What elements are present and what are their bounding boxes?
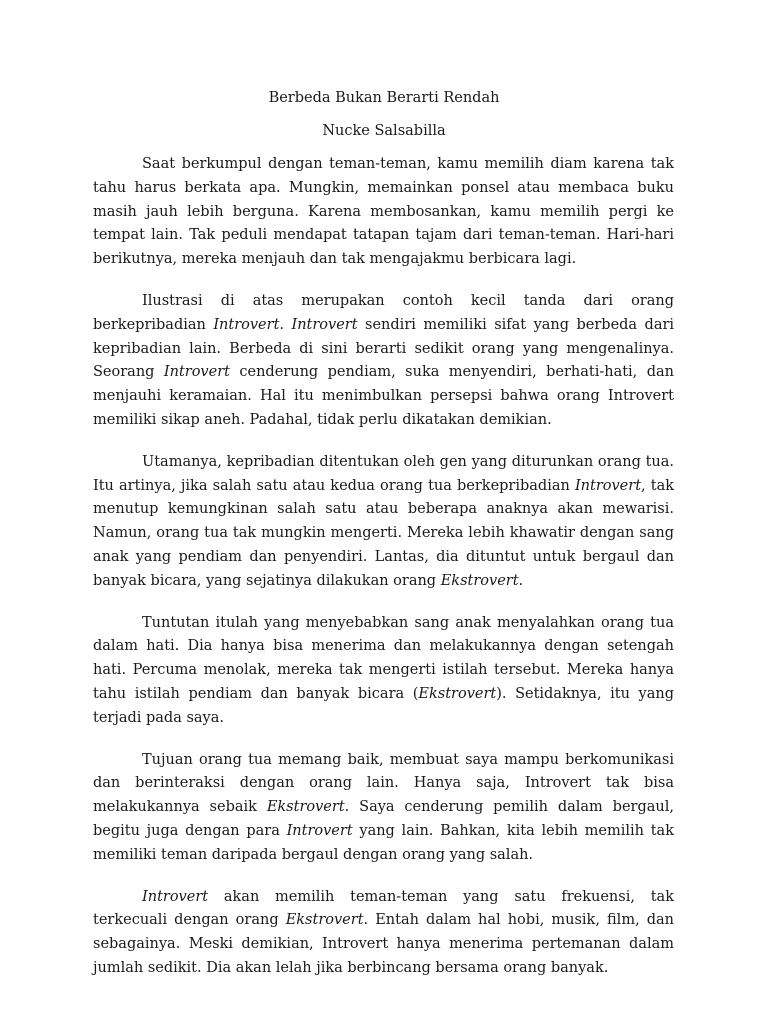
text-run: sendiri memiliki sifat yang berbeda dari kepribadian lain. Berbeda di sini berarti sedikit orang yang mengenalinya. Seorang [93,316,675,381]
text-run: , tak menutup kemungkinan salah satu atau beberapa anaknya akan mewarisi. Namun, orang tua tak mungkin mengerti. Mereka lebih khawatir dengan sang anak yang pendiam dan penyendiri. Lantas, dia dituntut untuk bergaul dan banyak bicara, yang sejatinya dilakukan orang [93,477,675,589]
italic-term: Ekstrovert [266,799,345,816]
italic-term: Introvert [574,477,642,494]
document-author: Nucke Salsabilla [322,123,446,139]
text-run: Tujuan orang tua memang baik, membuat saya mampu berkomunikasi dan berinteraksi dengan orang lain. Hanya saja, Introvert tak bisa melakukannya sebaik [93,751,674,816]
paragraph [93,886,674,981]
italic-term: Introvert [142,888,209,905]
document-title: Berbeda Bukan Berarti Rendah [268,90,500,106]
text-run: cenderung pendiam, suka menyendiri, berhati-hati, dan menjauhi keramaian. Hal itu menimbulkan persepsi bahwa orang Introvert memiliki sikap aneh. Padahal, tidak perlu dikatakan demikian. [93,364,674,428]
italic-term: Ekstrovert [440,572,519,589]
text-run: akan memilih teman-teman yang satu frekuensi, tak terkecuali dengan orang [93,888,674,929]
paragraph [93,153,674,272]
text-run: yang lain. Bahkan, kita lebih memilih tak memiliki teman daripada bergaul dengan orang yang salah. [93,822,674,863]
text-run: . Saya cenderung pemilih dalam bergaul, begitu juga dengan para [93,799,674,839]
text-run: ). Setidaknya, itu yang terjadi pada saya. [93,685,674,726]
italic-term: Ekstrovert [285,912,364,929]
paragraph [93,749,674,868]
italic-term: Introvert [213,316,280,333]
text-run: Saat berkumpul dengan teman-teman, kamu memilih diam karena tak tahu harus berkata apa. Mungkin, memainkan ponsel atau membaca buku masih jauh lebih berguna. Karena membosankan, kamu memilih pergi ke tempat lain. Tak peduli mendapat tatapan tajam dari teman-teman. Hari-hari berikutnya, mereka menjauh dan tak mengajakmu berbicara lagi. [93,156,674,268]
text-run: . [518,572,524,589]
italic-term: Introvert [163,364,230,381]
document-body [93,153,674,999]
italic-term: Ekstrovert [418,685,497,702]
paragraph [93,290,674,433]
paragraph [93,451,674,594]
text-run: . Entah dalam hal hobi, musik, film, dan sebagainya. Meski demikian, Introvert hanya menerima pertemanan dalam jumlah sedikit. Dia akan lelah jika berbincang bersama orang banyak. [93,912,675,976]
text-run: Ilustrasi di atas merupakan contoh kecil tanda dari orang berkepribadian [93,292,674,333]
italic-term: Introvert [286,822,353,839]
text-run: Utamanya, kepribadian ditentukan oleh gen yang diturunkan orang tua. Itu artinya, jika salah satu atau kedua orang tua berkepribadian [93,453,674,494]
italic-term: Introvert [291,316,358,333]
text-run: Tuntutan itulah yang menyebabkan sang anak menyalahkan orang tua dalam hati. Dia hanya bisa menerima dan melakukannya dengan setengah hati. Percuma menolak, mereka tak mengerti istilah tersebut. Mereka hanya tahu istilah pendiam dan banyak bicara ( [93,614,674,702]
paragraph [93,612,674,731]
text-run: . [279,316,292,333]
